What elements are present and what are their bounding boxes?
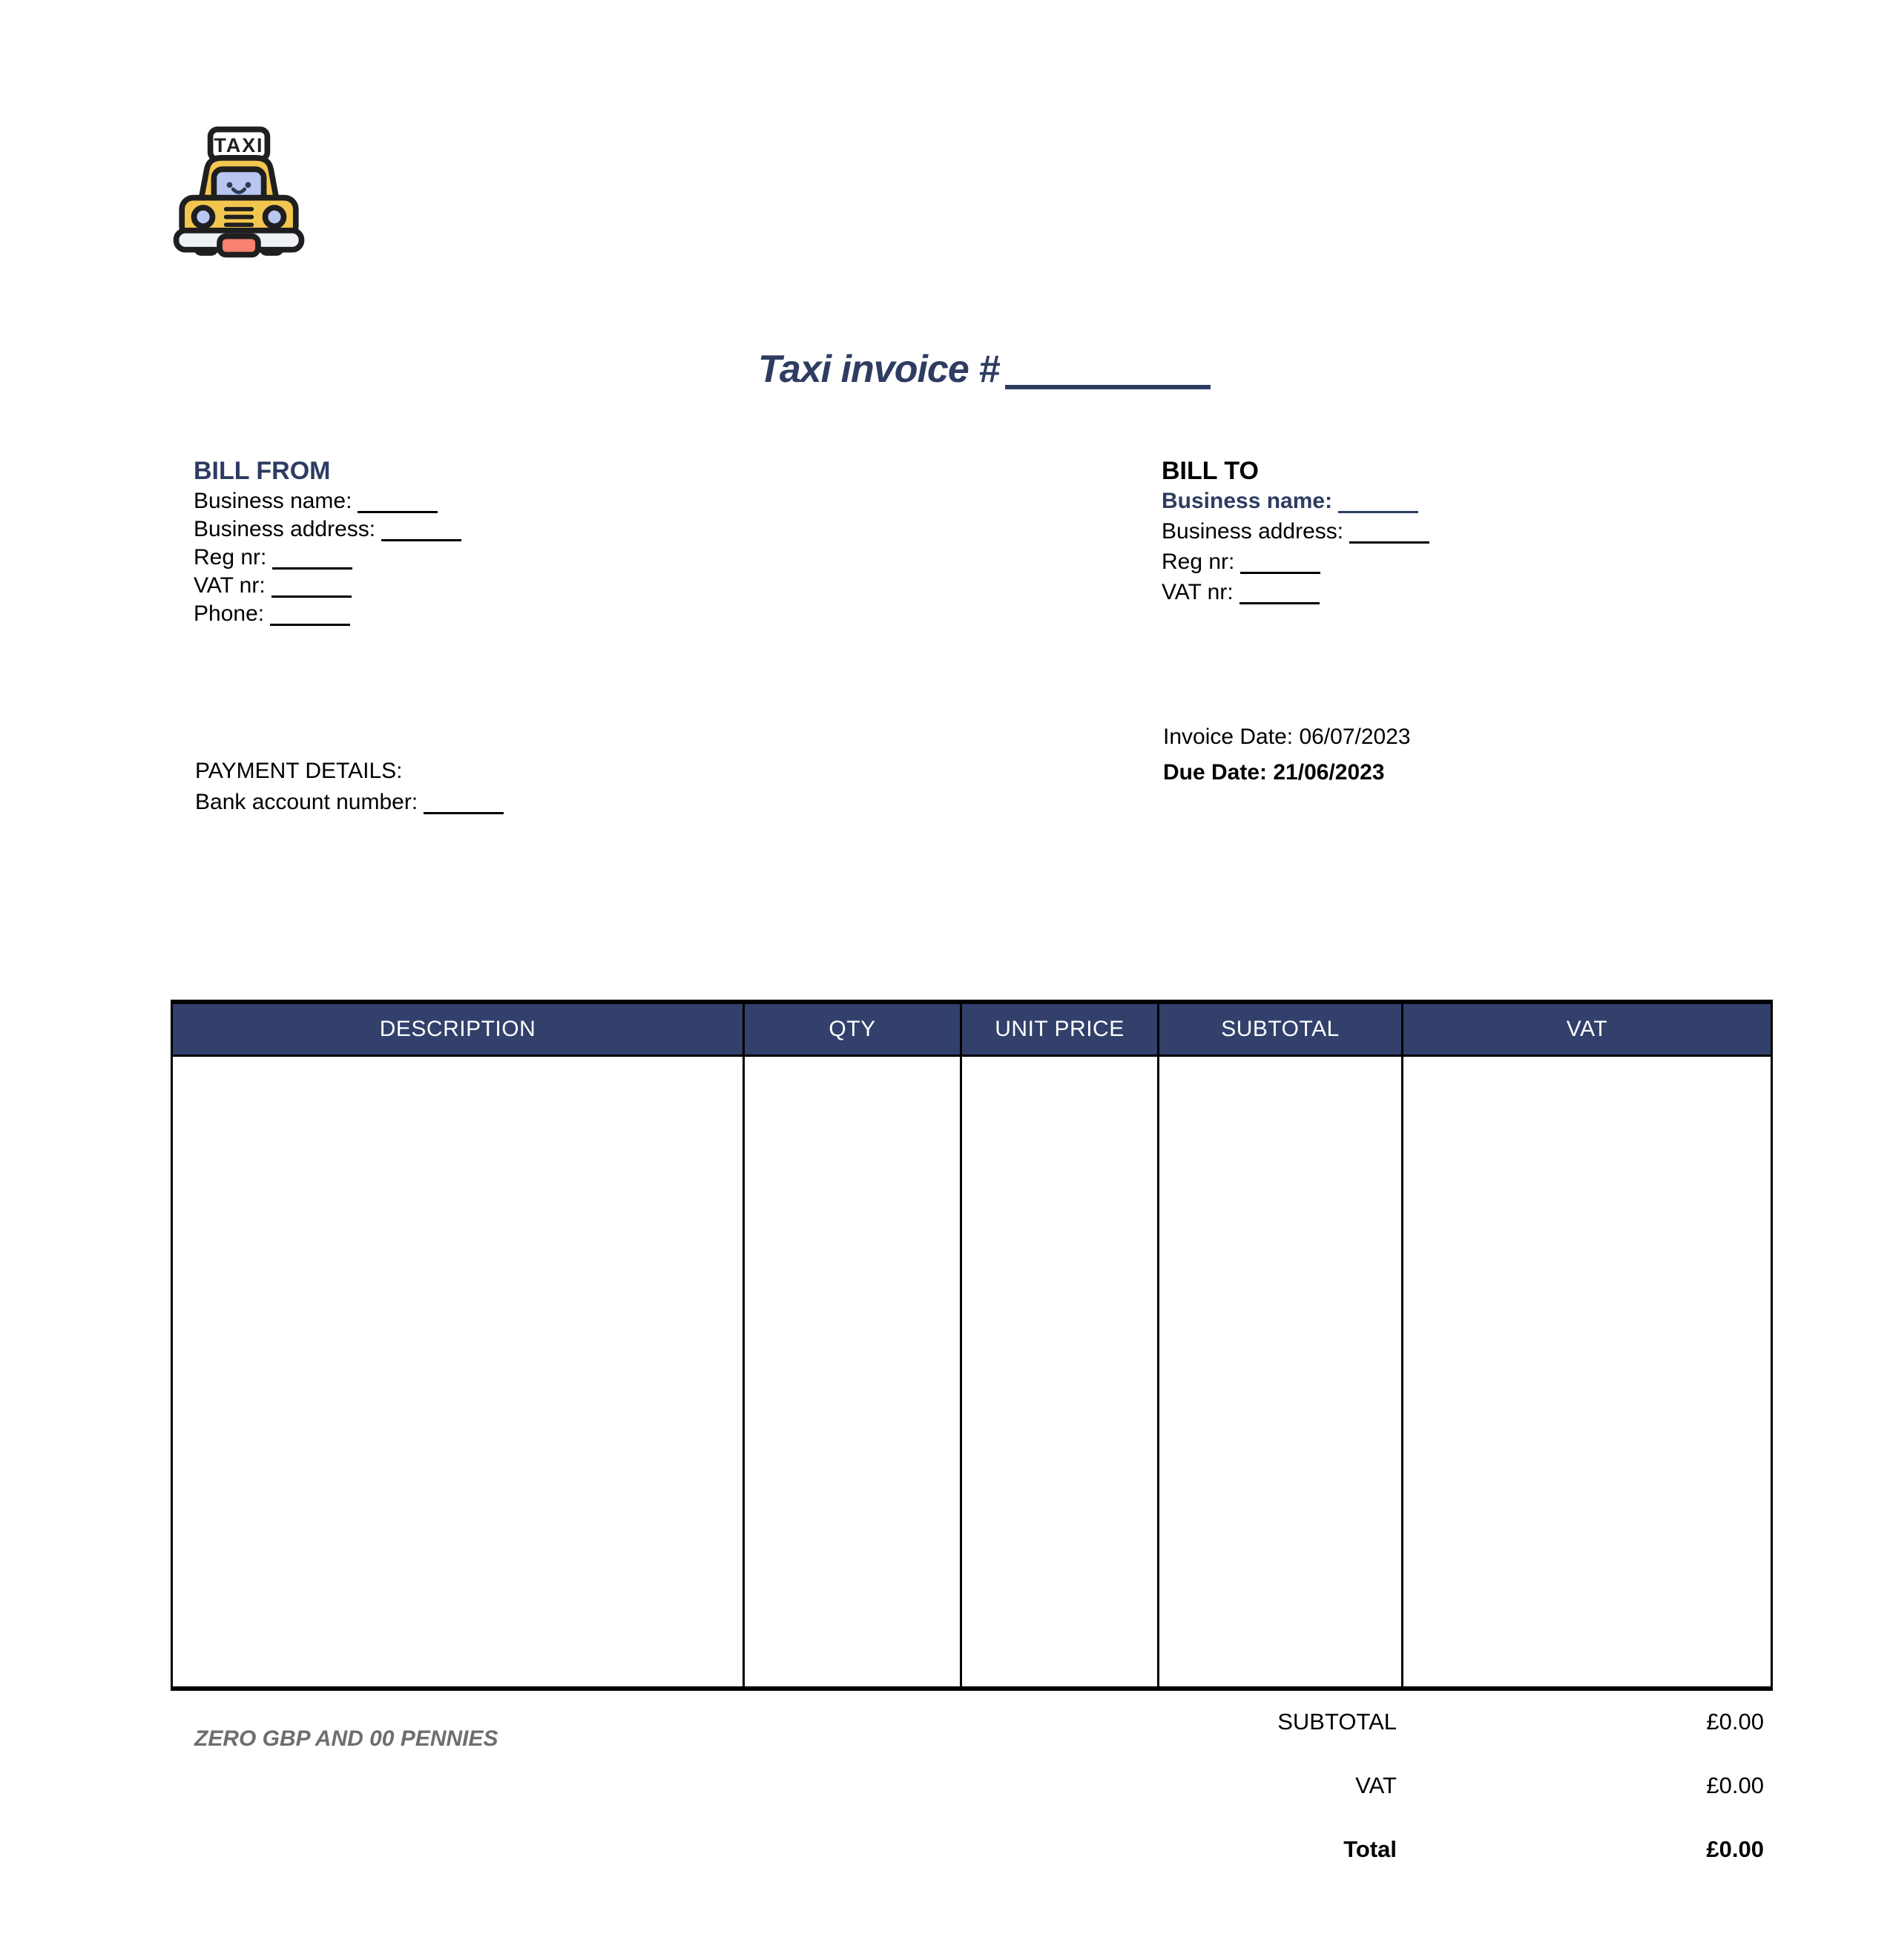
bank-account-line <box>195 790 504 815</box>
taxi-eye-right <box>246 182 251 188</box>
line-items-table <box>171 1000 1773 1691</box>
total-label: Total <box>1343 1836 1397 1862</box>
bill-from-section <box>194 487 461 628</box>
bill-from-phone: Phone: <box>194 600 461 628</box>
bill-from-heading: BILL FROM <box>194 457 331 485</box>
column-header-subtotal: SUBTOTAL <box>1159 1004 1403 1055</box>
empty-cell-subtotal <box>1159 1057 1403 1686</box>
vat-label: VAT <box>1355 1772 1397 1798</box>
column-header-description: DESCRIPTION <box>173 1004 745 1055</box>
page-title-text: Taxi invoice # <box>758 348 1000 391</box>
bill-to-business-name: Business name: <box>1162 486 1429 516</box>
empty-cell-description <box>173 1057 745 1686</box>
bill-to-reg-nr: Reg nr: <box>1162 547 1429 577</box>
total-value: £0.00 <box>1706 1836 1764 1862</box>
reg-nr-blank <box>272 548 352 570</box>
payment-details-heading: PAYMENT DETAILS: <box>195 759 403 783</box>
bill-to-heading: BILL TO <box>1162 457 1259 485</box>
table-header-row <box>173 1004 1771 1057</box>
subtotal-label: SUBTOTAL <box>1277 1709 1397 1735</box>
empty-cell-qty <box>745 1057 962 1686</box>
due-date-line <box>1163 760 1385 785</box>
invoice-date-label: Invoice Date: <box>1163 725 1294 749</box>
bill-to-vat-nr: VAT nr: <box>1162 577 1429 607</box>
business-name-blank <box>1338 492 1418 513</box>
reg-nr-blank <box>1240 552 1320 574</box>
due-date-label: Due Date: <box>1163 760 1268 785</box>
due-date-value: 21/06/2023 <box>1273 760 1385 785</box>
column-header-vat: VAT <box>1566 1017 1608 1041</box>
taxi-eye-left <box>227 182 233 188</box>
business-address-blank <box>1349 522 1429 544</box>
taxi-headlight-left <box>194 208 213 226</box>
empty-cell-vat <box>1403 1057 1771 1686</box>
amount-in-words: ZERO GBP AND 00 PENNIES <box>194 1726 498 1751</box>
phone-blank <box>270 604 350 626</box>
vat-value: £0.00 <box>1706 1772 1764 1798</box>
subtotal-value: £0.00 <box>1706 1709 1764 1735</box>
page-title <box>758 347 1211 392</box>
table-body-empty <box>173 1057 1771 1686</box>
bill-from-business-name: Business name: <box>194 487 461 515</box>
taxi-logo-icon <box>168 120 310 263</box>
total-row <box>171 1836 1773 1863</box>
bill-to-business-address: Business address: <box>1162 516 1429 547</box>
vat-nr-blank <box>1239 583 1320 604</box>
taxi-license-plate <box>220 236 258 254</box>
invoice-date-value: 06/07/2023 <box>1299 725 1411 749</box>
bill-from-reg-nr: Reg nr: <box>194 544 461 572</box>
bank-account-blank <box>424 793 504 814</box>
bill-to-section <box>1162 486 1429 607</box>
column-header-qty: QTY <box>745 1004 962 1055</box>
vat-row <box>171 1772 1773 1799</box>
column-header-unit-price: UNIT PRICE <box>962 1004 1159 1055</box>
business-name-blank <box>358 492 438 513</box>
business-address-blank <box>381 520 461 541</box>
bank-account-label: Bank account number: <box>195 790 418 814</box>
vat-nr-blank <box>271 576 352 598</box>
invoice-date-line <box>1163 725 1411 750</box>
empty-cell-unit-price <box>962 1057 1159 1686</box>
bill-from-business-address: Business address: <box>194 515 461 544</box>
invoice-number-blank <box>1005 360 1211 389</box>
bill-from-vat-nr: VAT nr: <box>194 572 461 600</box>
taxi-sign-text: TAXI <box>214 134 264 157</box>
taxi-headlight-right <box>266 208 284 226</box>
